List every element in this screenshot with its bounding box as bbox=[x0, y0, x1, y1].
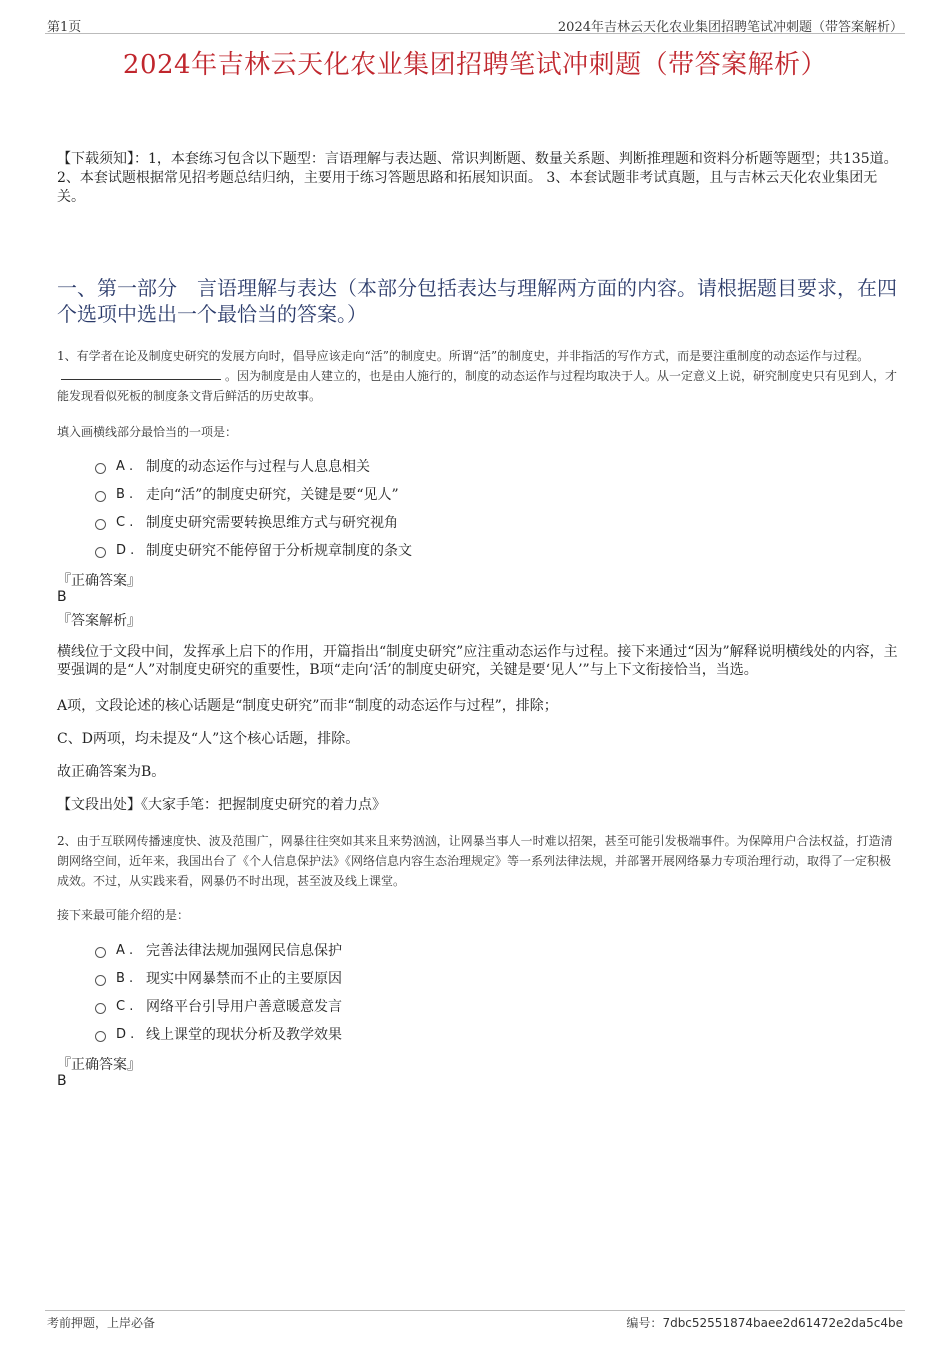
option-text: 现实中网暴禁而不止的主要原因 bbox=[146, 971, 342, 987]
footer-divider bbox=[45, 1310, 905, 1311]
option-b[interactable] bbox=[95, 964, 342, 992]
option-letter: C . bbox=[116, 998, 134, 1014]
option-letter: A . bbox=[116, 942, 134, 958]
answer-label: 『正确答案』 bbox=[57, 573, 141, 589]
option-letter: C . bbox=[116, 514, 134, 530]
option-text: 制度的动态运作与过程与人息息相关 bbox=[146, 459, 370, 475]
option-a[interactable] bbox=[95, 452, 412, 480]
option-c[interactable] bbox=[95, 508, 412, 536]
question-1-options bbox=[95, 452, 412, 564]
radio-icon[interactable] bbox=[95, 547, 106, 558]
option-text: 完善法律法规加强网民信息保护 bbox=[146, 943, 342, 959]
analysis-paragraph: 横线位于文段中间，发挥承上启下的作用，开篇指出“制度史研究”应注重动态运作与过程。接下来通过“因为”解释说明横线处的内容，主要强调的是“人”对制度史研究的重要性，B项“走向‘活’的制度史研究，关键是要‘见人’”与上下文衔接恰当，当选。 bbox=[57, 644, 898, 678]
option-letter: D . bbox=[116, 542, 135, 558]
radio-icon[interactable] bbox=[95, 463, 106, 474]
question-2-text: 2、由于互联网传播速度快、波及范围广，网暴往往突如其来且来势汹汹，让网暴当事人一时难以招架，甚至可能引发极端事件。为保障用户合法权益，打造清朗网络空间，近年来，我国出台了《个人信息保护法》《网络信息内容生态治理规定》等一系列法律法规，并部署开展网络暴力专项治理行动，取得了一定积极成效。不过，从实践来看，网暴仍不时出现，甚至波及线上课堂。 bbox=[57, 834, 893, 888]
question-1-prompt: 填入画横线部分最恰当的一项是： bbox=[57, 425, 238, 439]
option-text: 制度史研究需要转换思维方式与研究视角 bbox=[146, 515, 398, 531]
page-number: 第1页 bbox=[47, 20, 82, 35]
option-letter: B . bbox=[116, 970, 134, 986]
download-notice: 【下载须知】：1，本套练习包含以下题型：言语理解与表达题、常识判断题、数量关系题、判断推理题和资料分析题等题型；共135道。 2、本套试题根据常见招考题总结归纳，主要用于练习答题思路和拓展知识面。 3、本套试题非考试真题，且与吉林云天化农业集团无关。 bbox=[57, 151, 898, 205]
option-d[interactable] bbox=[95, 1020, 342, 1048]
radio-icon[interactable] bbox=[95, 1031, 106, 1042]
analysis-label: 『答案解析』 bbox=[57, 613, 141, 629]
option-letter: D . bbox=[116, 1026, 135, 1042]
header-doc-title: 2024年吉林云天化农业集团招聘笔试冲刺题（带答案解析） bbox=[557, 20, 903, 35]
question-2-options bbox=[95, 936, 342, 1048]
serial-label: 编号： bbox=[626, 1316, 663, 1330]
radio-icon[interactable] bbox=[95, 1003, 106, 1014]
option-text: 网络平台引导用户善意暖意发言 bbox=[146, 999, 342, 1015]
question-1-text bbox=[57, 346, 902, 406]
option-d[interactable] bbox=[95, 536, 412, 564]
analysis-paragraph: C、D两项，均未提及“人”这个核心话题，排除。 bbox=[57, 731, 360, 747]
question-1-text-before: 1、有学者在论及制度史研究的发展方向时，倡导应该走向“活”的制度史。所谓“活”的制度史，并非指活的写作方式，而是要注重制度的动态运作与过程。 bbox=[57, 349, 870, 363]
analysis-conclusion: 故正确答案为B。 bbox=[57, 764, 166, 780]
question-1-text-after: 。因为制度是由人建立的，也是由人施行的，制度的动态运作与过程均取决于人。从一定意义上说，研究制度史只有见到人，才能发现看似死板的制度条文背后鲜活的历史故事。 bbox=[57, 369, 898, 403]
answer-value: B bbox=[57, 589, 67, 605]
option-b[interactable] bbox=[95, 480, 412, 508]
footer-slogan: 考前押题，上岸必备 bbox=[47, 1316, 156, 1330]
section-heading: 一、第一部分 言语理解与表达（本部分包括表达与理解两方面的内容。请根据题目要求，在四个选项中选出一个最恰当的答案。） bbox=[57, 276, 897, 326]
radio-icon[interactable] bbox=[95, 491, 106, 502]
option-text: 线上课堂的现状分析及教学效果 bbox=[146, 1027, 342, 1043]
option-a[interactable] bbox=[95, 936, 342, 964]
footer-serial bbox=[626, 1314, 903, 1331]
radio-icon[interactable] bbox=[95, 947, 106, 958]
serial-code: 7dbc52551874baee2d61472e2da5c4be bbox=[662, 1316, 903, 1330]
option-text: 走向“活”的制度史研究，关键是要“见人” bbox=[146, 487, 399, 503]
option-text: 制度史研究不能停留于分析规章制度的条文 bbox=[146, 543, 412, 559]
option-letter: B . bbox=[116, 486, 134, 502]
radio-icon[interactable] bbox=[95, 975, 106, 986]
question-2-prompt: 接下来最可能介绍的是： bbox=[57, 908, 190, 922]
passage-source: 【文段出处】《大家手笔：把握制度史研究的着力点》 bbox=[57, 797, 386, 813]
fill-blank bbox=[61, 367, 221, 380]
option-c[interactable] bbox=[95, 992, 342, 1020]
option-letter: A . bbox=[116, 458, 134, 474]
radio-icon[interactable] bbox=[95, 519, 106, 530]
analysis-paragraph: A项，文段论述的核心话题是“制度史研究”而非“制度的动态运作与过程”，排除； bbox=[57, 698, 558, 714]
header-divider bbox=[45, 33, 905, 34]
document-title: 2024年吉林云天化农业集团招聘笔试冲刺题（带答案解析） bbox=[122, 50, 828, 80]
answer-label: 『正确答案』 bbox=[57, 1057, 141, 1073]
answer-value: B bbox=[57, 1073, 67, 1089]
